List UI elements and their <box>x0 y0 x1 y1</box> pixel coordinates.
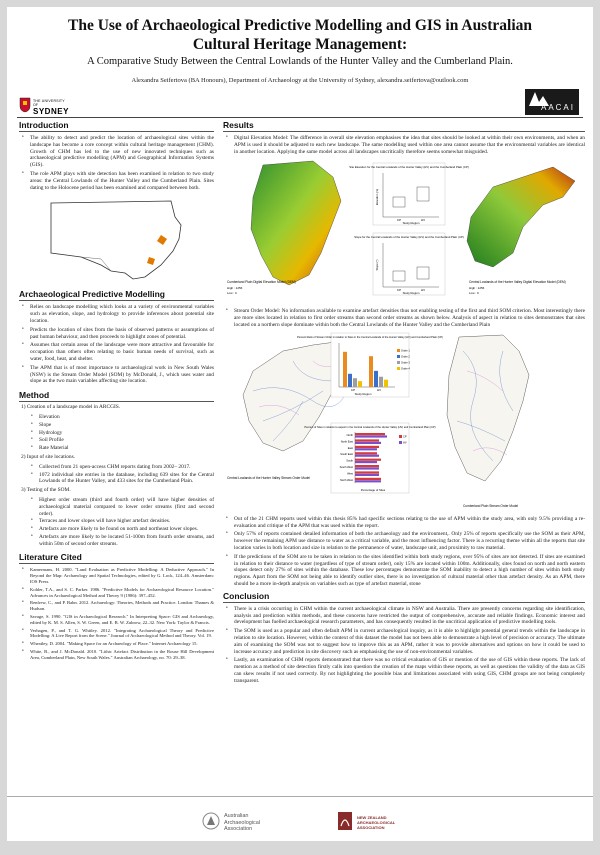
footer <box>7 796 593 841</box>
bar2-legend-swatch <box>399 435 402 438</box>
som-figure-panel <box>223 331 585 513</box>
list-item: • Assumes that certain areas of the landscape were more attractive and favourable for occupation than others often relating to basic human needs of survival, such as water, food, heat, and shelter. <box>30 342 214 362</box>
list-item: • The SOM is used as a popular and often default APM in current archaeological inquiry, as it is able to highlight potential general trends within the landscape in relation to site location. However, within the context of this dataset the model has not been able to demonstrate a high level of precision or accuracy. The ultimate aim of examining the SOM was not to suggest how to improve this as an APM, rather it was to provide alternatives and options on how it could be used to increase accuracy and prediction in site discovery such as emphasising the use of non-environmental variables. <box>234 628 585 655</box>
som-right-caption: Cumberland Plain Stream Order Model <box>463 503 519 508</box>
som-figure <box>223 331 585 513</box>
logo-left-small: THE UNIVERSITY OF <box>33 99 65 107</box>
bar2-category-label: East <box>347 446 353 450</box>
nzaa-logo <box>337 811 457 835</box>
box1-x-hv: HV <box>420 218 426 223</box>
bar2-bar <box>355 448 377 450</box>
bar2-bar <box>355 471 379 473</box>
bar2-category-label: South West <box>339 465 353 469</box>
dem-right-caption: Central Lowlands of the Hunter Valley Digital Elevation Model (DEM) <box>469 280 566 285</box>
bar1-legend-swatch <box>397 355 400 358</box>
list-item: • If the predictions of the SOM are to be taken in relation to the sites identified within both study regions, over 95% of sites are not detected. If sites are examined in relation to their distance to water (regardless of type of stream order), only 15% are located within 100m. Additionally, sites found on north and north eastern slopes detect only 27% of sites within the database. These low percentages demonstrate the SOM inability to detect a high number of sites within both study regions. Apart from the SOM not being able to identify outlier sites, there is no investigation of cultural material other than artefact density. As an APM, there should be a more in-depth analysis on variables such as type of artefact material, stone <box>234 554 585 588</box>
list-item: • The APM that is of most importance to archaeological work in New South Wales (NSW) is the Stream Order Model (SOM) by McDonald, J., which uses water and slope as the two main variables affecting site location. <box>30 365 214 385</box>
bar2-legend-swatch <box>399 441 402 444</box>
reference-item: • Kohler, T.A., and S. C. Parker. 1986. "Predictive Models for Archaeological Resource Location." Advances in Archaeological Method and Theory 9 (1986): 397–452. <box>30 587 214 599</box>
dem-right-legend-low: Low : 0 <box>469 291 479 296</box>
method-step-1: 1) Creation of a landscape model in ARCGIS. <box>21 404 121 411</box>
bar2-bar <box>355 442 381 444</box>
aaa-logo <box>202 811 322 835</box>
bar2-bar <box>355 465 379 467</box>
reference-item: • Savage, S. 1990. "GIS in Archaeological Research." In Interpreting Space: GIS and Archaeology, edited by K. M. S. Allen, S. W. Green, and E. B. W. Zubrow, 22–32. New York: Taylor & Francis. <box>30 614 214 626</box>
right-column <box>223 120 585 687</box>
reference-item: • Verhagen, P., and T. G. Whitley. 2012. "Integrating Archaeological Theory and Predictive Modelling: A Live Report from the Scene." Journal of Archaeological Method and Theory. Vol. 19. <box>30 628 214 640</box>
bar2-bar <box>355 467 379 469</box>
dem-left-caption: Cumberland Plain Digital Elevation Model (DEM) <box>227 280 296 285</box>
aaa-mark-icon <box>202 811 220 831</box>
box1-title: Site Elevation for the Central Lowlands of the Hunter Valley (HV) and the Cumberland Plain (CP) <box>349 165 469 170</box>
list-item: • Artefacts are more likely to be found on north and northeast lower slopes. <box>39 526 214 533</box>
aaa-line-1: Australian <box>224 813 249 819</box>
bar2-category-label: South <box>346 459 353 463</box>
bar2-bar <box>355 458 381 460</box>
box2-x-cp: CP <box>396 288 402 293</box>
list-item: • Highest order stream (third and fourth order) will have higher densities of archaeological material compared to lower order streams (first and second order). <box>39 497 214 517</box>
poster-title: The Use of Archaeological Predictive Modelling and GIS in Australian Cultural Heritage Management: <box>67 17 532 53</box>
list-item: • Stream Order Model: No information available to examine artefact densities thus not enabling testing of the first and third SOM criterion. Most interestingly there are more sites located in relation to first order streams than second order streams as shown below. Analysis of aspect in relation to sites demonstrates that sites located on a northern slope dominate within both the Central Lowlands of the Hunter Valley and the Cumberland Plain <box>234 308 585 328</box>
bar1-bar <box>369 356 373 387</box>
dem-right-legend-high: High : 1256 <box>469 286 485 291</box>
bar2-legend-label: HV <box>403 441 407 445</box>
bar2-bar <box>355 446 379 448</box>
som-left-caption: Central Lowlands of the Hunter Valley Stream Order Model <box>227 475 311 480</box>
reference-item: • Renfrew, C., and P. Bahn. 2012. Archaeology: Theories, Methods and Practice. London: Thames & Hudson. <box>30 600 214 612</box>
aacai-logo <box>525 89 579 115</box>
introduction-heading: Introduction <box>19 120 214 132</box>
box1-xlabel: Study Region <box>402 221 420 226</box>
dem-figure-panel <box>223 157 585 305</box>
bar1-bar <box>384 379 388 386</box>
header-divider <box>17 117 583 118</box>
bar1-category-label: HV <box>376 387 382 392</box>
bar1-legend-swatch <box>397 367 400 370</box>
list-item: • The ability to detect and predict the location of archaeological sites within the landscape has become a core concept within cultural heritage management (CHM). Growth of CHM has led to the use of new innovated techniques such as archaeological predictive modelling (APM) and Geographical Information Systems (GIS). <box>30 135 214 169</box>
bar2-category-label: North <box>346 433 353 437</box>
bar2-category-label: North West <box>340 478 353 482</box>
conclusion-list <box>223 606 585 685</box>
method-step-1-list <box>19 414 214 452</box>
method-step-3: 3) Testing of the SOM. <box>21 487 71 494</box>
list-item: • Terraces and lower slopes will have higher artefact densities. <box>39 518 214 525</box>
list-item: • The role APM plays with site detection has been examined in relation to two study areas: the Central Lowlands of the Hunter Valley and the Cumberland Plain. Sites dating to the Holocene period has been examined and compared between both. <box>30 171 214 191</box>
reference-item: • Kamermans, H. 2000. "Land Evaluation as Predictive Modelling: A Deductive Approach." In Beyond the Map: Archaeology and Spatial Technologies, edited by G. Lock, 124–46. Amsterdam: IOS Press. <box>30 567 214 584</box>
bar1-bar <box>379 377 383 387</box>
aacai-text: AACAI <box>540 103 575 112</box>
list-item: • Slope <box>39 422 214 429</box>
bar2-bar <box>355 480 381 482</box>
aaa-line-2: Archaeological <box>224 819 261 826</box>
bar1-legend-label: Order 3 <box>401 361 410 365</box>
list-item: • Hydrology <box>39 430 214 437</box>
crest-icon <box>19 97 31 113</box>
bar2-xlabel: Percentage of Sites <box>360 487 386 492</box>
apm-heading: Archaeological Predictive Modelling <box>19 289 214 301</box>
list-item: • Rate Material <box>39 445 214 452</box>
results-list <box>223 516 585 588</box>
box2-title: Slope for the Central Lowlands of the Hunter Valley (HV) and the Cumberland Plain (CP) <box>354 235 464 240</box>
bar1-title: Percent Ratio of Stream Order in relation to Sites in the Central Lowlands of the Hunter Valley (HV) and Cumberland Plain (CP) <box>297 335 443 339</box>
dem-left-legend-high: High : 1256 <box>227 286 243 291</box>
logo-left-big: SYDNEY <box>33 107 69 116</box>
list-item: • Relies on landscape modelling which looks at a variety of environmental variables such as elevation, slope, and hydrology to provide inferences about potential site location. <box>30 304 214 324</box>
bar2-bar <box>355 433 385 435</box>
university-of-sydney-logo <box>19 97 67 115</box>
conclusion-heading: Conclusion <box>223 591 585 603</box>
bar2-legend-label: CP <box>403 435 407 439</box>
method-heading: Method <box>19 390 214 402</box>
list-item: • Lastly, an examination of CHM reports demonstrated that there was no critical evaluation of GIS or mention of the use of GIS within these reports. The lack of mention as a method of site detection firstly calls into question the creation of the maps within these reports, as well as questions the validity of the data as GIS can skew results if not used correctly. By not highlighting the possible bias and limitations associated with using GIS, CHM groups are not being completely transparent. <box>234 657 585 684</box>
bar2-category-label: North East <box>340 440 353 444</box>
bar1-legend-label: Order 4 <box>401 367 410 371</box>
nzaa-line-3: ASSOCIATION <box>357 825 385 830</box>
list-item: • There is a crisis occurring in CHM within the current archaeological climate in NSW and Australia. There are presently concerns regarding site identification, analysis and prediction within methods, and these concerns have restricted the output of comprehensive, accurate and reliable findings. Economic interest and development has fuelled archaeological research parameters, and has consequently resulted in the uncritical application of predictive modelling tools. <box>234 606 585 626</box>
bar2-title: Percent of Sites in relation to aspect in the Central Lowlands of the Hunter Valley (HV) and Cumberland Plain (CP) <box>304 425 436 429</box>
bar1-xlabel: Study Region <box>354 391 372 396</box>
box1-ylabel: Elevation (m) <box>375 189 379 206</box>
bar1-legend-swatch <box>397 349 400 352</box>
list-item: • Only 57% of reports contained detailed information of both the archaeology and the environment,. Only 25% of reports specifically use the SOM as their APM, however the remaining APM use distance to water as a critical variable, and the most influencing factor. There is a recurring theme within all the reports that site location varies in both location and size in relation to the permanence of water, landscape unit, and proximity to raw material. <box>234 531 585 551</box>
aaa-line-3: Association <box>224 826 253 832</box>
nsw-location-map <box>41 195 191 283</box>
method-step-2: 2) Input of site locations. <box>21 453 76 460</box>
bar2-category-label: South East <box>340 452 353 456</box>
list-item: • Collected from 21 open-access CHM reports dating from 2002– 2017. <box>39 464 214 471</box>
box2-xlabel: Study Region <box>402 291 420 296</box>
bar2-bar <box>355 435 387 437</box>
reference-item: • Wheatley, D. 2004. "Making Space for an Archaeology of Place." Internet Archaeology 15. <box>30 641 214 647</box>
poster-subtitle: A Comparative Study Between the Central Lowlands of the Hunter Valley and the Cumberland Plain. <box>87 56 513 67</box>
results-dem-list <box>223 135 585 155</box>
reference-list <box>19 567 214 660</box>
method-step-2-list <box>19 464 214 485</box>
list-item: • Soil Profile <box>39 437 214 444</box>
box1-x-cp: CP <box>396 218 402 223</box>
bar1-legend-label: Order 2 <box>401 355 410 359</box>
poster <box>7 7 593 841</box>
bar1-legend-swatch <box>397 361 400 364</box>
box2-ylabel: Slope (°) <box>375 259 379 271</box>
bar2-bar <box>355 454 379 456</box>
bar2-bar <box>355 474 379 476</box>
bar2-bar <box>355 461 377 463</box>
list-item: • Out of the 21 CHM reports used within this thesis 85% had specific sections relating to the use of APM within the study area, with only 9.5% providing a re-evaluation and critique of the APM that was used within the report. <box>234 516 585 530</box>
list-item: • 1072 individual site entries in the database, including 639 sites for the Central Lowlands of the Hunter Valley, and 433 sites for the Cumberland Plain. <box>39 472 214 486</box>
bar1-bar <box>353 378 357 387</box>
dem-figure <box>223 157 585 305</box>
apm-list <box>19 304 214 385</box>
method-step-3-list <box>19 497 214 548</box>
nzaa-line-2: ARCHAEOLOGICAL <box>357 820 396 825</box>
bar1-bar <box>343 352 347 387</box>
bar2-category-label: West <box>347 472 353 476</box>
bar1-category-label: CP <box>350 387 356 392</box>
bar1-bar <box>358 381 362 387</box>
left-column <box>19 120 214 663</box>
results-heading: Results <box>223 120 585 132</box>
reference-item: • White, B., and J. McDonald. 2010. "Lithic Artefact Distribution in the Rouse Hill Development Area, Cumberland Plain, New South Wales." Australian Archaeology, no. 70: 29–38. <box>30 649 214 661</box>
bar2-bar <box>355 452 377 454</box>
literature-heading: Literature Cited <box>19 552 214 564</box>
introduction-list <box>19 135 214 191</box>
box2-x-hv: HV <box>420 288 426 293</box>
bar2-bar <box>355 439 379 441</box>
list-item: • Artefacts are more likely to be located 51-100m from fourth order streams, and within 50m of second order streams. <box>39 534 214 548</box>
results-som-list <box>223 308 585 328</box>
bar1-legend-label: Order 1 <box>401 349 410 353</box>
dem-left-legend-low: Low : 0 <box>227 291 237 296</box>
nzaa-line-1: NEW ZEALAND <box>357 815 387 820</box>
list-item: • Elevation <box>39 414 214 421</box>
list-item: • Digital Elevation Model: The difference in overall site elevation emphasises the idea that sites should be looked at within their own environments, and when an APM is used it should be adjusted to each new landscape. The same modelling used within one area cannot assume that the environmental variables are identical in another location. Applying the same model across all landscapes uncritically therefore seems somewhat misguided. <box>234 135 585 155</box>
bar1-bar <box>374 371 378 387</box>
bar1-bar <box>348 374 352 387</box>
nzaa-mark-icon <box>337 811 353 831</box>
list-item: • Predicts the location of sites from the basis of observed patterns or assumptions of past human behaviour, and then proceeds to highlight zones of potential. <box>30 327 214 341</box>
author-line: Alexandra Seifertova (BA Honours), Department of Archaeology at the University of Sydney, alexandra.seifertova@outlook.com <box>131 77 469 84</box>
bar2-bar <box>355 478 381 480</box>
